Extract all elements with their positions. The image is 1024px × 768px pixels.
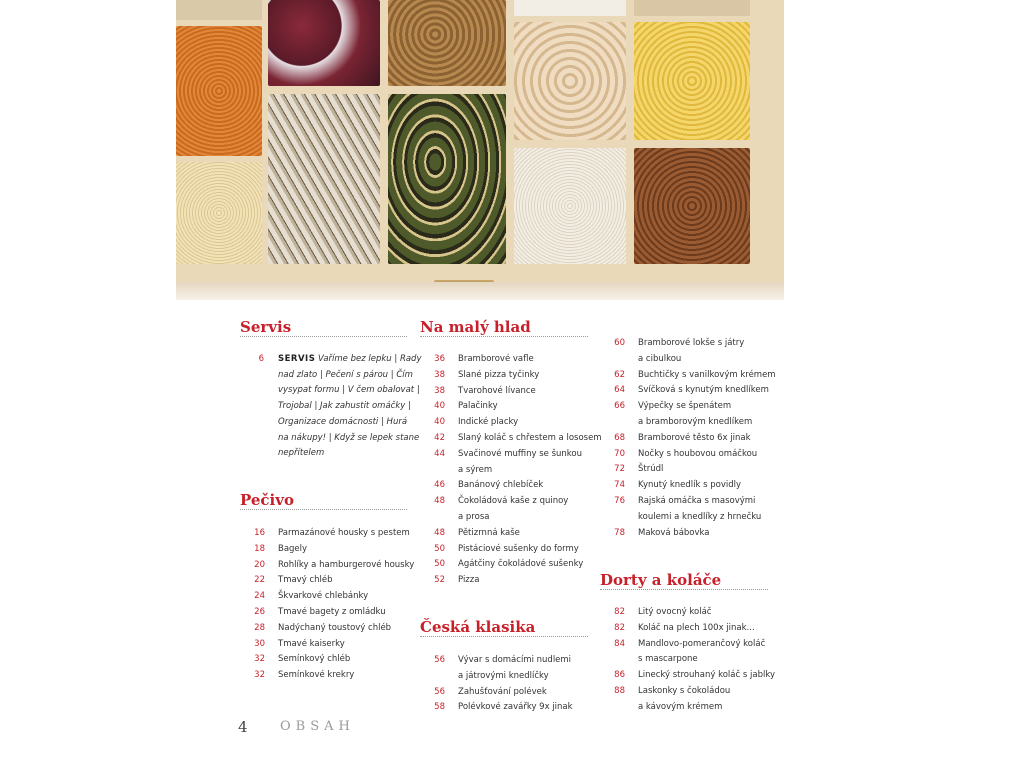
toc-entry[interactable]	[421, 557, 611, 573]
entry-title: Tmavý chléb	[278, 575, 333, 586]
page-number: 82	[614, 622, 625, 633]
page-number: 22	[254, 575, 265, 586]
entry-title: Koláč na plech 100x jinak...	[638, 622, 755, 633]
page-number: 44	[434, 448, 445, 459]
toc-entry[interactable]	[601, 368, 791, 384]
servis-label: SERVIS	[278, 354, 316, 364]
entry-title: Bramborové lokše s játry	[638, 338, 745, 348]
page-number: 38	[434, 369, 445, 380]
page-number: 30	[254, 638, 265, 649]
page-number: 60	[614, 338, 625, 348]
toc-entry[interactable]	[421, 478, 611, 494]
tray-shadow	[176, 282, 784, 300]
section-rule	[600, 589, 768, 590]
entry-title: Semínkový chléb	[278, 654, 351, 665]
page-number: 28	[254, 622, 265, 633]
section-rule	[240, 336, 407, 337]
page-number: 32	[254, 670, 265, 681]
seeds-compartment	[634, 22, 750, 140]
section-title-servis: Servis	[240, 318, 292, 336]
section-rule	[420, 636, 588, 637]
page-number: 62	[614, 369, 625, 380]
servis-text	[278, 352, 422, 462]
seeds-and-grains-tray-photo	[176, 0, 784, 300]
page-number: 26	[254, 607, 265, 617]
page-number: 66	[614, 401, 625, 412]
entry-title: Rajská omáčka s masovými	[638, 496, 756, 506]
entry-title: Zahušťování polévek	[458, 686, 547, 697]
seeds-compartment	[176, 26, 262, 156]
entry-title: a bramborovým knedlíkem	[638, 417, 753, 427]
toc-entry[interactable]	[601, 415, 791, 431]
seeds-compartment	[514, 148, 626, 264]
entry-title: Nočky s houbovou omáčkou	[638, 448, 758, 459]
toc-entry[interactable]	[601, 605, 791, 621]
toc-entry[interactable]	[601, 352, 791, 368]
page-number: 82	[614, 607, 625, 617]
entry-title: Výpečky se špenátem	[638, 401, 732, 412]
entry-title: Slané pizza tyčinky	[458, 369, 540, 380]
entry-title: Mandlovo-pomerančový koláč	[638, 638, 766, 649]
page-number: 24	[254, 591, 265, 602]
section-title-ceska-klasika: Česká klasika	[420, 618, 536, 636]
entry-title: Litý ovocný koláč	[638, 607, 712, 617]
seeds-compartment	[176, 0, 262, 20]
section-title-dorty: Dorty a koláče	[600, 571, 722, 589]
page-number: 18	[254, 543, 265, 554]
page-number: 42	[434, 433, 445, 443]
toc-entry[interactable]	[241, 605, 431, 621]
toc-entry[interactable]	[601, 399, 791, 415]
toc-entry[interactable]	[241, 637, 431, 653]
entry-title: Štrúdl	[638, 464, 664, 475]
toc-entry[interactable]	[601, 510, 791, 526]
page-number: 40	[434, 401, 445, 412]
entry-title: Škvarkové chlebánky	[278, 591, 369, 602]
entry-title: Banánový chlebíček	[458, 480, 544, 491]
entry-title: Tmavé kaiserky	[278, 638, 345, 649]
page-number: 74	[614, 480, 625, 491]
toc-entry[interactable]	[421, 526, 611, 542]
toc-entry[interactable]	[421, 573, 611, 589]
toc-entry[interactable]	[601, 621, 791, 637]
toc-entry[interactable]	[421, 415, 611, 431]
toc-entry[interactable]	[421, 431, 611, 447]
entry-title: Pizza	[458, 575, 480, 586]
entry-title: Maková bábovka	[638, 527, 710, 538]
entry-title: Linecký strouhaný koláč s jablky	[638, 670, 775, 681]
seeds-compartment	[268, 0, 380, 86]
section-rule	[420, 336, 588, 337]
entry-title: a sýrem	[458, 464, 493, 475]
entry-title: Bagely	[278, 543, 308, 554]
toc-entry[interactable]	[421, 510, 611, 526]
entry-title: Pistáciové sušenky do formy	[458, 543, 579, 554]
entry-title: a kávovým krémem	[638, 701, 723, 712]
page-number-footer: 4	[238, 718, 248, 736]
page-number: 20	[254, 559, 265, 570]
seeds-compartment	[514, 22, 626, 140]
servis-line: Vaříme bez lepku | Rady	[318, 354, 422, 364]
toc-entry[interactable]	[601, 668, 791, 684]
toc-entry[interactable]	[241, 558, 431, 574]
entry-title: Bramborové vafle	[458, 354, 534, 364]
seeds-compartment	[514, 0, 626, 16]
page-number: 50	[434, 543, 445, 554]
page-number: 70	[614, 448, 625, 459]
servis-entry[interactable]	[240, 352, 422, 467]
toc-entry[interactable]	[601, 652, 791, 668]
entry-title: Parmazánové housky s pestem	[278, 528, 410, 538]
page-number: 52	[434, 575, 445, 586]
page-number: 6	[258, 354, 264, 364]
servis-line: nad zlato | Pečení s párou | Čím	[278, 369, 413, 380]
page-number: 48	[434, 527, 445, 538]
toc-entry[interactable]	[601, 684, 791, 700]
toc-entry[interactable]	[421, 368, 611, 384]
entry-title: Pětizrnná kaše	[458, 527, 520, 538]
toc-entry[interactable]	[421, 685, 611, 701]
toc-entry[interactable]	[421, 542, 611, 558]
toc-entry[interactable]	[601, 336, 791, 352]
footer-label: OBSAH	[280, 719, 355, 734]
toc-entry[interactable]	[601, 462, 791, 478]
toc-entry[interactable]	[421, 384, 611, 400]
toc-entry[interactable]	[601, 637, 791, 653]
toc-entry[interactable]	[241, 573, 431, 589]
servis-line: nepřítelem	[278, 448, 325, 459]
entry-title: Semínkové krekry	[278, 670, 355, 681]
toc-entry[interactable]	[601, 447, 791, 463]
toc-entry[interactable]	[601, 478, 791, 494]
toc-entry[interactable]	[241, 589, 431, 605]
toc-entry[interactable]	[241, 526, 431, 542]
entry-title: Tmavé bagety z omládku	[278, 607, 386, 617]
seeds-compartment	[634, 148, 750, 264]
entry-title: Rohlíky a hamburgerové housky	[278, 559, 415, 570]
section-rule	[240, 509, 407, 510]
entry-title: Svíčková s kynutým knedlíkem	[638, 385, 769, 396]
servis-line: Trojobal | Jak zahustit omáčky |	[278, 401, 411, 412]
page-number: 78	[614, 527, 625, 538]
page-number: 16	[254, 528, 265, 538]
toc-entry[interactable]	[421, 669, 611, 685]
page-number: 76	[614, 496, 625, 506]
toc-entry[interactable]	[241, 621, 431, 637]
page-number: 40	[434, 417, 445, 428]
toc-entry[interactable]	[601, 431, 791, 447]
entry-title: Svačinové muffiny se šunkou	[458, 448, 582, 459]
entry-title: Palačinky	[458, 401, 498, 412]
toc-entry[interactable]	[601, 383, 791, 399]
entry-title: Polévkové zavářky 9x jinak	[458, 702, 573, 713]
entry-title: a játrovými knedlíčky	[458, 670, 549, 681]
toc-entry[interactable]	[421, 352, 611, 368]
entry-title: Vývar s domácími nudlemi	[458, 655, 572, 665]
seeds-compartment	[388, 0, 506, 86]
entry-title: Laskonky s čokoládou	[638, 686, 731, 696]
entry-title: Agátčiny čokoládové sušenky	[458, 559, 584, 570]
page-number: 68	[614, 432, 625, 443]
toc-entry[interactable]	[421, 494, 611, 510]
servis-line: Organizace domácnosti | Hurá	[278, 416, 408, 427]
entry-title: Kynutý knedlík s povidly	[638, 480, 742, 491]
page-number: 64	[614, 385, 625, 396]
toc-entry[interactable]	[421, 399, 611, 415]
page-number: 50	[434, 559, 445, 570]
toc-entry[interactable]	[241, 542, 431, 558]
seeds-compartment	[634, 0, 750, 16]
page-number: 56	[434, 686, 445, 697]
page-number: 72	[614, 464, 625, 475]
entry-title: Nadýchaný toustový chléb	[278, 622, 392, 633]
entry-title: a cibulkou	[638, 353, 682, 364]
page-number: 88	[614, 686, 625, 696]
page-number: 84	[614, 638, 625, 649]
page-number: 56	[434, 655, 445, 665]
seeds-compartment	[388, 94, 506, 264]
section-title-pecivo: Pečivo	[240, 491, 294, 509]
servis-line: vysypat formu | V čem obalovat |	[278, 385, 420, 396]
page-number: 36	[434, 354, 445, 364]
toc-entry[interactable]	[601, 494, 791, 510]
page-number: 86	[614, 670, 625, 681]
entry-title: Bramborové těsto 6x jinak	[638, 432, 751, 443]
entry-title: s mascarpone	[638, 654, 698, 665]
servis-line: na nákupy! | Když se lepek stane	[278, 432, 420, 443]
page-number: 46	[434, 480, 445, 491]
entry-title: Slaný koláč s chřestem a lososem	[458, 433, 602, 443]
entry-title: Čokoládová kaše z quinoy	[458, 496, 569, 507]
page-number: 38	[434, 385, 445, 396]
page-number: 48	[434, 496, 445, 507]
toc-entry[interactable]	[421, 653, 611, 669]
section-title-na-maly-hlad: Na malý hlad	[420, 318, 531, 336]
entry-title: a prosa	[458, 512, 490, 522]
entry-title: koulemi a knedlíky z hrnečku	[638, 511, 762, 522]
entry-title: Tvarohové lívance	[458, 385, 536, 396]
page-number: 58	[434, 702, 445, 713]
toc-entry[interactable]	[241, 668, 431, 684]
toc-entry[interactable]	[601, 700, 791, 716]
toc-entry[interactable]	[601, 526, 791, 542]
page-number: 32	[254, 654, 265, 665]
toc-entry[interactable]	[421, 447, 611, 463]
entry-title: Indické placky	[458, 417, 519, 428]
toc-entry[interactable]	[421, 700, 611, 716]
toc-entry[interactable]	[241, 652, 431, 668]
seeds-compartment	[176, 162, 262, 264]
seeds-compartment	[268, 94, 380, 264]
toc-entry[interactable]	[421, 463, 611, 479]
entry-title: Buchtičky s vanilkovým krémem	[638, 369, 776, 380]
